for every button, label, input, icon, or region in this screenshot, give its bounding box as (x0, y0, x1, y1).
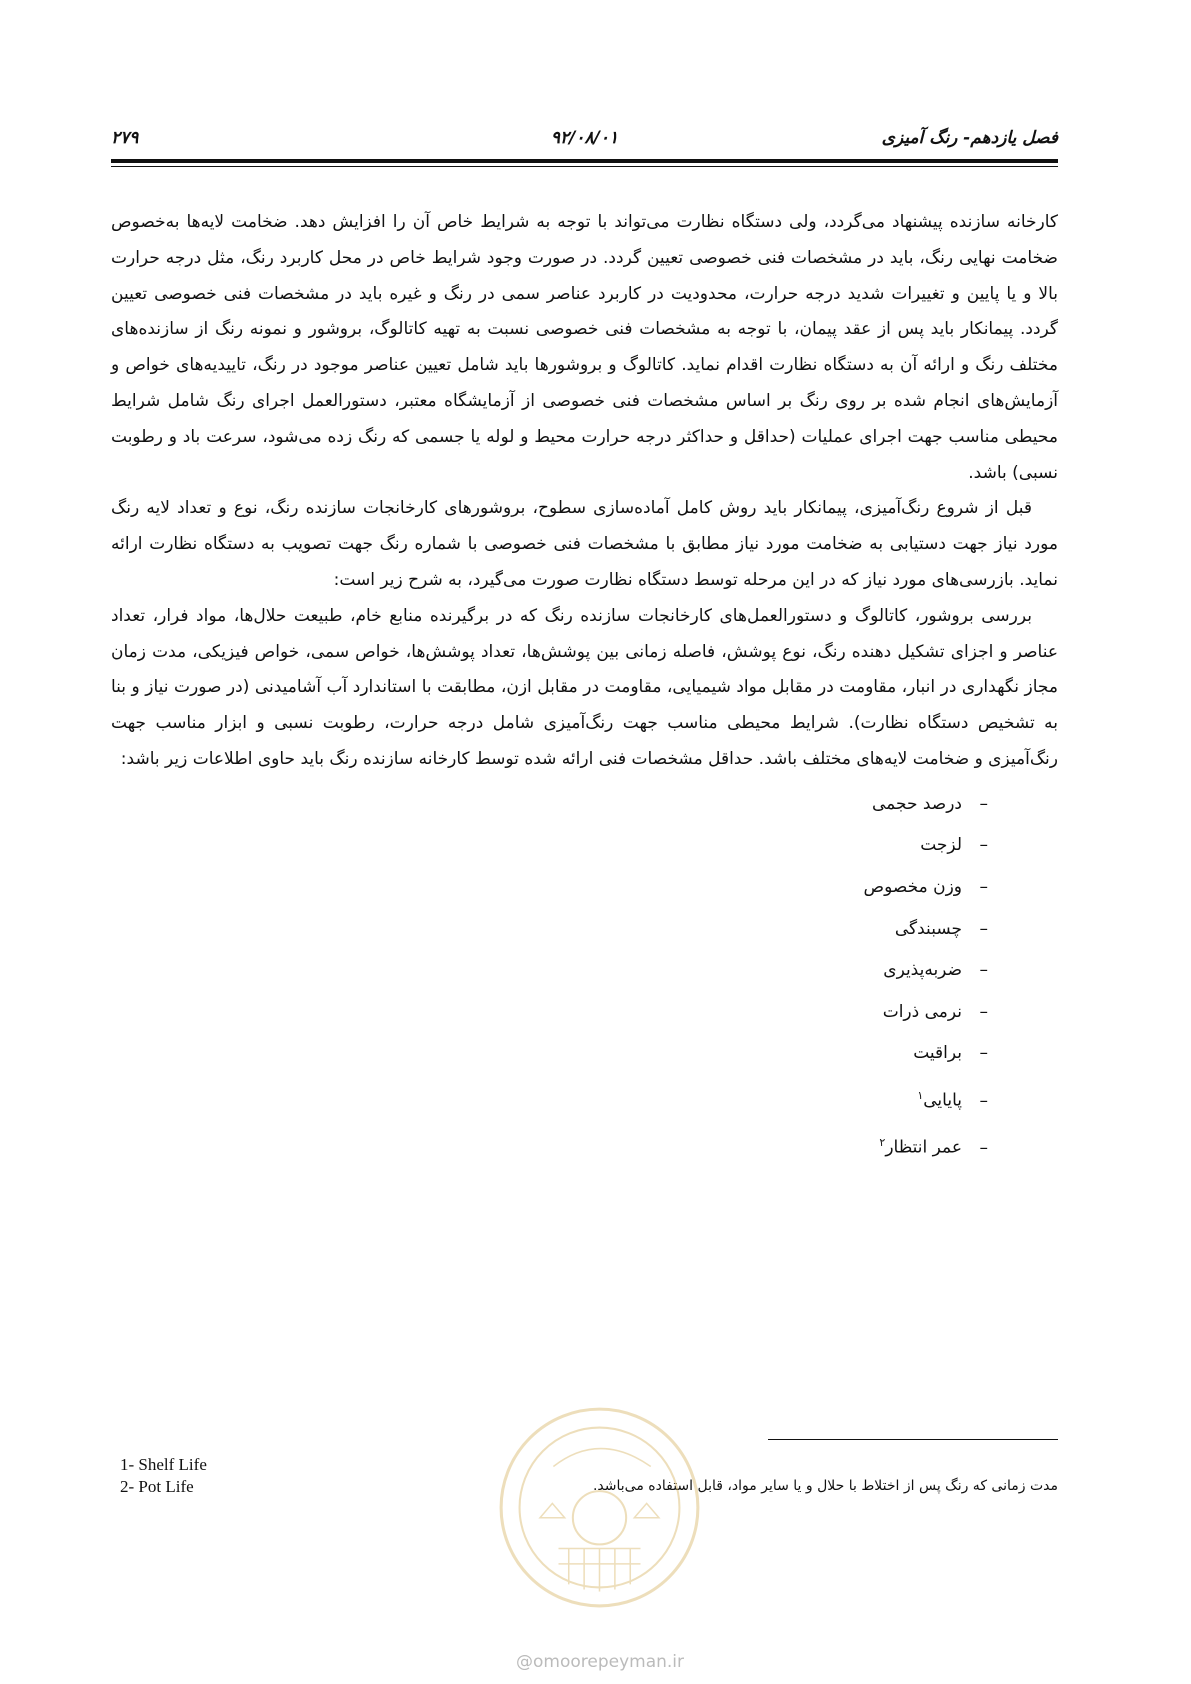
header-rule-thick (111, 159, 1058, 163)
footnote-1: 1- Shelf Life (120, 1455, 207, 1474)
spec-list-item-text: براقیت (913, 1043, 962, 1064)
spec-list-item-text: چسبندگی (894, 918, 962, 939)
list-dash: – (979, 918, 988, 939)
header-rule-thin (111, 166, 1058, 167)
page-number: ۲۷۹ (111, 128, 139, 148)
footnote-marker: ۲ (879, 1136, 886, 1150)
footnotes-english (120, 1454, 207, 1498)
spec-list-item-text: وزن مخصوص (863, 876, 962, 897)
list-dash: – (979, 1043, 988, 1064)
watermark-seal-icon (497, 1405, 702, 1610)
spec-list-item (111, 1033, 988, 1075)
list-dash: – (979, 793, 988, 814)
spec-list (111, 784, 1058, 1170)
list-dash: – (979, 876, 988, 897)
spec-list-item (111, 992, 988, 1034)
header-date: ۹۲/۰۸/۰۱ (550, 128, 619, 148)
spec-list-item-text: نرمی ذرات (882, 1001, 962, 1022)
list-dash: – (979, 960, 988, 981)
chapter-title: فصل یازدهم- رنگ آمیزی (881, 128, 1058, 148)
spec-list-item (111, 1075, 988, 1122)
list-dash: – (979, 1001, 988, 1022)
spec-list-item (111, 1122, 988, 1169)
page-header (111, 128, 1058, 154)
spec-list-item-text: درصد حجمی (871, 793, 962, 814)
list-dash: – (979, 1090, 988, 1111)
spec-list-item (111, 784, 988, 826)
spec-list-item (111, 867, 988, 909)
spec-list-item (111, 909, 988, 951)
document-body (111, 205, 1058, 1169)
footnote-marker: ۱ (917, 1088, 924, 1102)
list-dash: – (979, 1137, 988, 1158)
list-dash: – (979, 835, 988, 856)
paragraph-2: قبل از شروع رنگ‌آمیزی، پیمانکار باید روش کامل آماده‌سازی سطوح، بروشورهای کارخانجات سازنده رنگ، نوع و تعداد لایه رنگ مورد نیاز جهت دستیابی به ضخامت مورد نیاز مطابق با مشخصات فنی خصوصی با شماره رنگ جهت تصویب به دستگاه نظارت ارائه نماید. بازرسی‌های مورد نیاز که در این مرحله توسط دستگاه نظارت صورت می‌گیرد، به شرح زیر است: (111, 498, 1058, 590)
spec-list-item (111, 950, 988, 992)
footnote-rule (768, 1439, 1058, 1440)
watermark-site: @omoorepeyman.ir (515, 1652, 685, 1672)
spec-list-item-text: ضربه‌پذیری (883, 960, 962, 981)
footnote-persian: مدت زمانی که رنگ پس از اختلاط با حلال و یا سایر مواد، قابل استفاده می‌باشد. (592, 1478, 1058, 1494)
paragraph-3: بررسی بروشور، کاتالوگ و دستورالعمل‌های کارخانجات سازنده رنگ که در برگیرنده منابع خام، طبیعت حلال‌ها، مواد فرار، تعداد عناصر و اجزای تشکیل دهنده رنگ، نوع پوشش، فاصله زمانی بین پوشش‌ها، تعداد پوشش‌ها، خواص سمی، خواص فیزیکی، مدت زمان مجاز نگهداری در انبار، مقاومت در مقابل مواد شیمیایی، مقاومت در مقابل ازن، مطابقت با استاندارد آب آشامیدنی (در صورت نیاز و بنا به تشخیص دستگاه نظارت). شرایط محیطی مناسب جهت رنگ‌آمیزی شامل درجه حرارت، رطوبت نسبی و ابزار مناسب جهت رنگ‌آمیزی و ضخامت لایه‌های مختلف باشد. حداقل مشخصات فنی ارائه شده توسط کارخانه سازنده رنگ باید حاوی اطلاعات زیر باشد: (111, 605, 1058, 769)
paragraph-1: کارخانه سازنده پیشنهاد می‌گردد، ولی دستگاه نظارت می‌تواند با توجه به شرایط خاص آن را افزایش دهد. ضخامت لایه‌ها به‌خصوص ضخامت نهایی رنگ، باید در مشخصات فنی خصوصی تعیین گردد. در صورت وجود شرایط خاص در محل کاربرد رنگ، مثل درجه حرارت بالا و یا پایین و تغییرات شدید درجه حرارت، محدودیت در کاربرد عناصر سمی در رنگ و غیره باید در مشخصات فنی خصوصی تعیین گردد. پیمانکار باید پس از عقد پیمان، با توجه به مشخصات فنی خصوصی نسبت به تهیه کاتالوگ، بروشور و نمونه رنگ از سازنده‌های مختلف رنگ و ارائه آن به دستگاه نظارت اقدام نماید. کاتالوگ و بروشورها باید شامل تعیین عناصر موجود در رنگ، تاییدیه‌های خواص و آزمایش‌های انجام شده بر روی رنگ بر اساس مشخصات فنی خصوصی از آزمایشگاه معتبر، دستورالعمل اجرای رنگ شامل شرایط محیطی مناسب جهت اجرای عملیات (حداقل و حداکثر درجه حرارت محیط و لوله یا جسمی که رنگ زده می‌شود، سرعت باد و رطوبت نسبی) باشد. (111, 212, 1058, 483)
spec-list-item-text: لزجت (920, 835, 962, 856)
spec-list-item-text: پایایی (923, 1090, 962, 1111)
spec-list-item-text: عمر انتظار (885, 1137, 962, 1158)
spec-list-item (111, 825, 988, 867)
footnote-2: 2- Pot Life (120, 1477, 194, 1496)
